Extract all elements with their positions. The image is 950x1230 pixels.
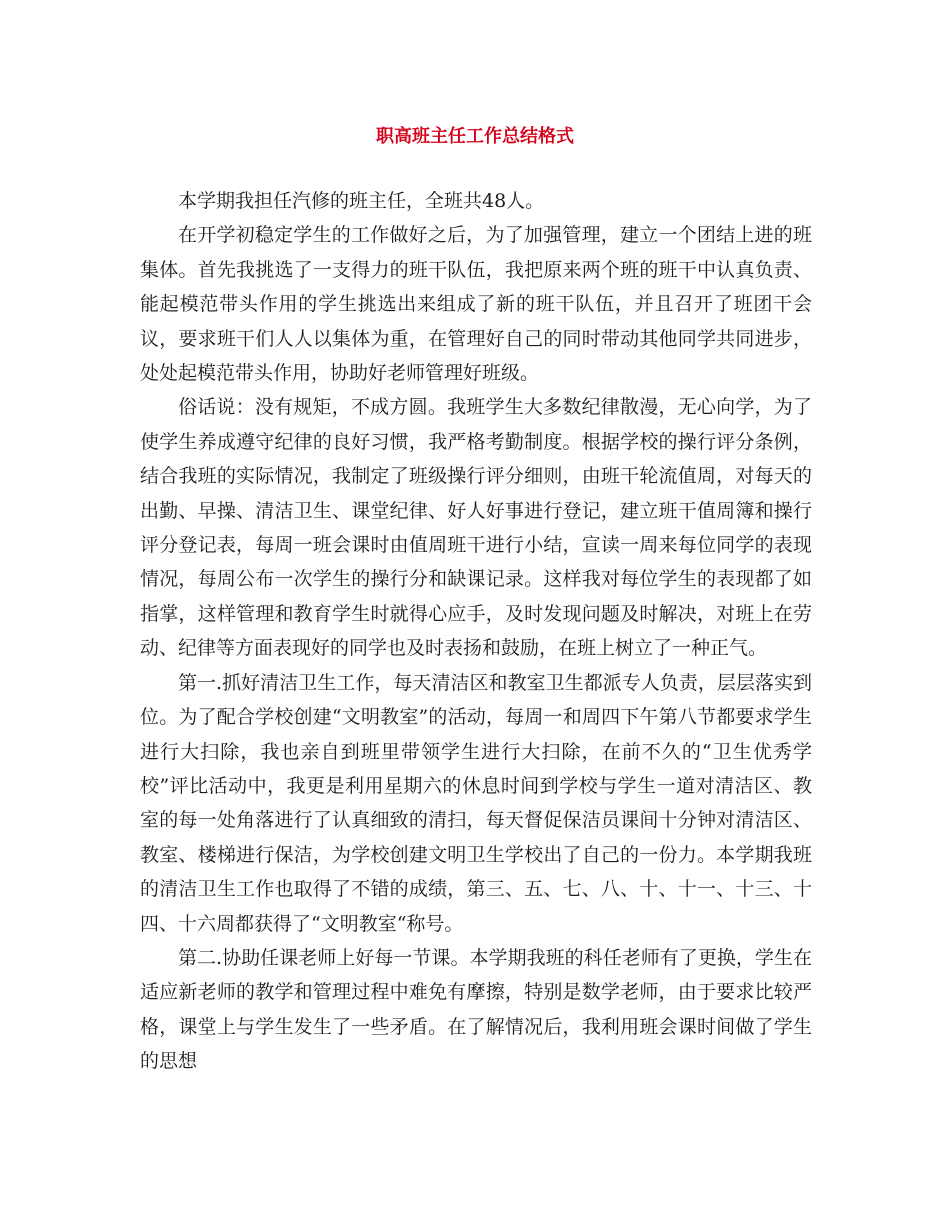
paragraph-teachers: 第二.协助任课老师上好每一节课。本学期我班的科任老师有了更换，学生在适应新老师的教学和管理过程中难免有摩擦，特别是数学老师，由于要求比较严格，课堂上与学生发生了一些矛盾。在了解情况后，我利用班会课时间做了学生的思想 <box>140 946 812 1073</box>
paragraph-intro: 本学期我担任汽修的班主任，全班共48人。 <box>178 190 545 212</box>
paragraph-class-leaders: 在开学初稳定学生的工作做好之后，为了加强管理，建立一个团结上进的班集体。首先我挑选了一支得力的班干队伍，我把原来两个班的班干中认真负责、能起模范带头作用的学生挑选出来组成了新的班干队伍，并且召开了班团干会议，要求班干们人人以集体为重，在管理好自己的同时带动其他同学共同进步，处处起模范带头作用，协助好老师管理好班级。 <box>140 224 812 385</box>
document-body <box>140 184 812 1079</box>
paragraph-cleaning: 第一.抓好清洁卫生工作，每天清洁区和教室卫生都派专人负责，层层落实到位。为了配合学校创建“文明教室”的活动，每周一和周四下午第八节都要求学生进行大扫除，我也亲自到班里带领学生进行大扫除，在前不久的“卫生优秀学校”评比活动中，我更是利用星期六的休息时间到学校与学生一道对清洁区、教室的每一处角落进行了认真细致的清扫，每天督促保洁员课间十分钟对清洁区、教室、楼梯进行保洁，为学校创建文明卫生学校出了自己的一份力。本学期我班的清洁卫生工作也取得了不错的成绩，第三、五、七、八、十、十一、十三、十四、十六周都获得了“文明教室“称号。 <box>140 671 812 935</box>
paragraph-discipline: 俗话说：没有规矩，不成方圆。我班学生大多数纪律散漫，无心向学，为了使学生养成遵守纪律的良好习惯，我严格考勤制度。根据学校的操行评分条例，结合我班的实际情况，我制定了班级操行评分细则，由班干轮流值周，对每天的出勤、早操、清洁卫生、课堂纪律、好人好事进行登记，建立班干值周簿和操行评分登记表，每周一班会课时由值周班干进行小结，宣读一周来每位同学的表现情况，每周公布一次学生的操行分和缺课记录。这样我对每位学生的表现都了如指掌，这样管理和教育学生时就得心应手，及时发现问题及时解决，对班上在劳动、纪律等方面表现好的同学也及时表扬和鼓励，在班上树立了一种正气。 <box>140 396 812 660</box>
document-title: 职高班主任工作总结格式 <box>376 126 574 147</box>
